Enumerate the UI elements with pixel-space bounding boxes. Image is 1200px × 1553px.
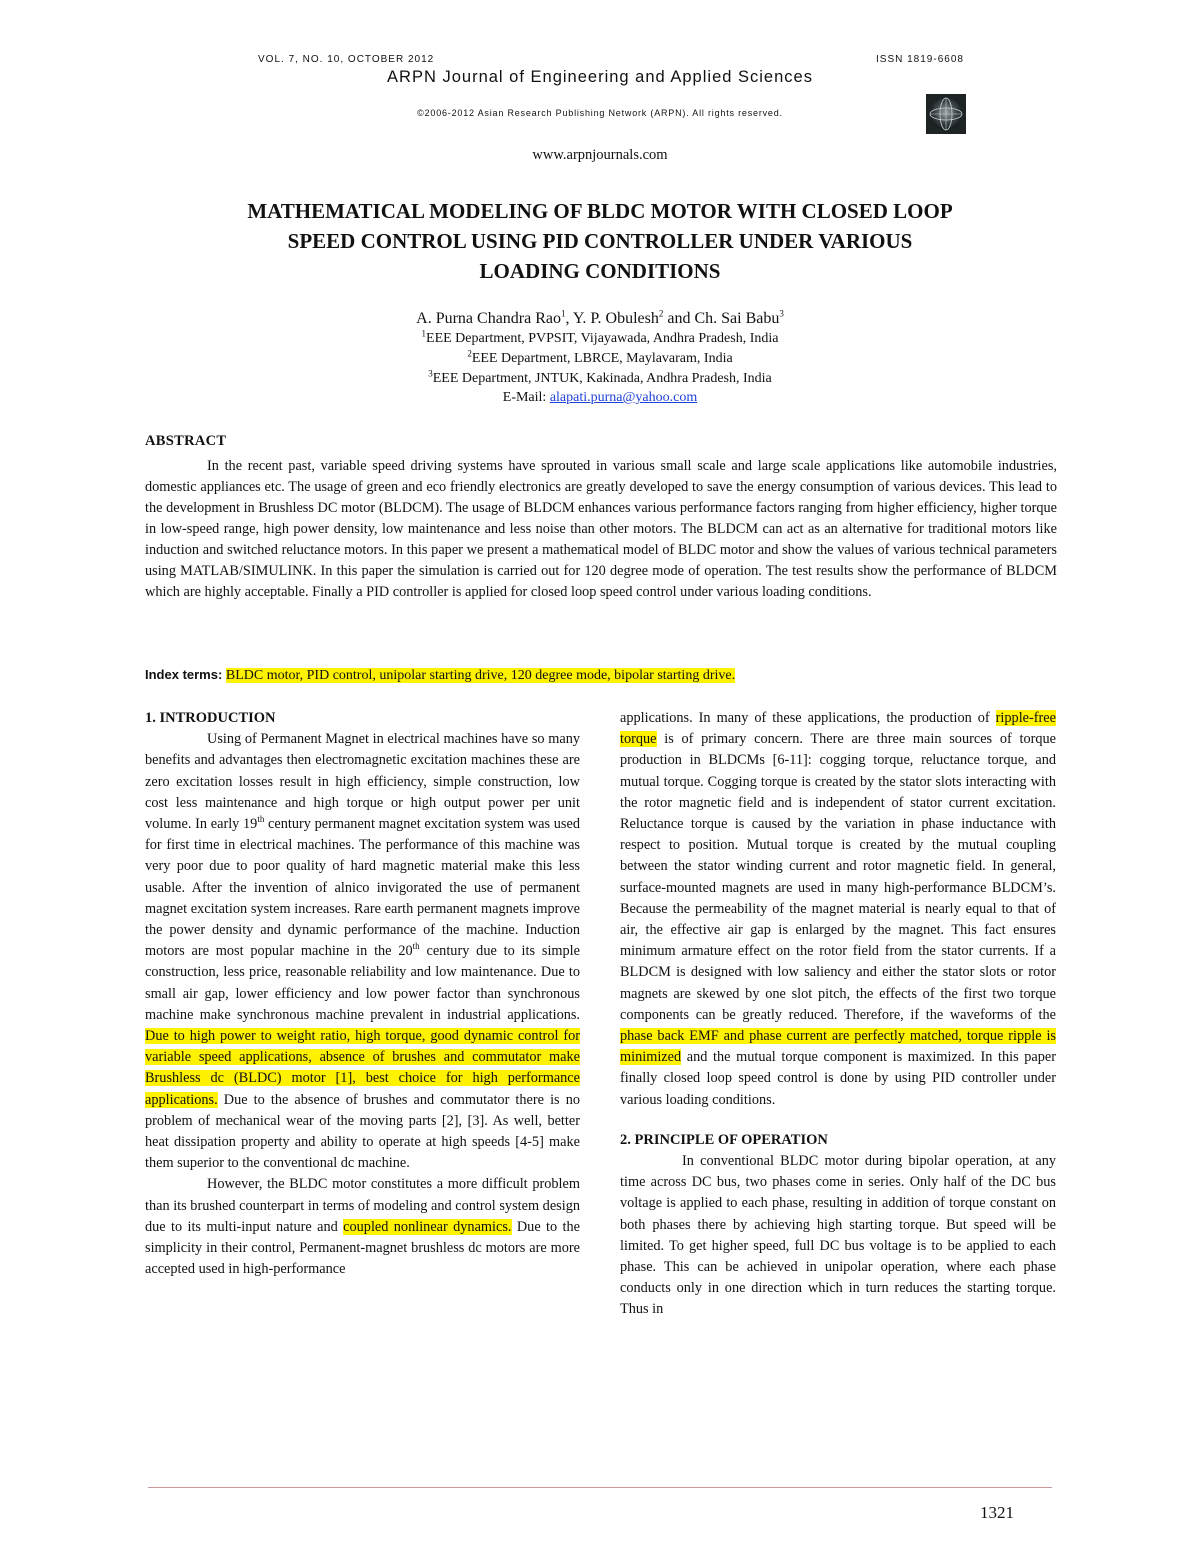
index-terms-label: Index terms: — [145, 667, 226, 682]
abstract-text: In the recent past, variable speed driving systems have sprouted in various small scale and large scale applications like automobile industries, domestic appliances etc. The usage of green and eco friendly electronics are greatly developed to save the energy consumption of various devices. This lead to the development in Brushless DC motor (BLDCM). The usage of BLDCM enhances various performance factors ranging from higher efficiency, higher torque in low-speed range, high power density, low maintenance and less noise than other motors. The BLDCM can act as an alternative for traditional motors like induction and switched reluctance motors. In this paper we present a mathematical model of BLDC motor and show the values of various technical parameters using MATLAB/SIMULINK. In this paper the simulation is carried out for 120 degree mode of operation. The test results show the performance of BLDCM which are highly acceptable. Finally a PID controller is applied for closed loop speed control under various loading conditions. — [145, 458, 1057, 600]
author-1: A. Purna Chandra Rao — [416, 310, 561, 327]
intro-paragraph-3 — [620, 708, 1056, 1111]
author-2: Y. P. Obulesh — [572, 310, 659, 327]
globe-logo-icon — [926, 94, 966, 134]
email-label: E-Mail: — [502, 390, 550, 405]
journal-issn: ISSN 1819-6608 — [876, 54, 964, 65]
affiliation-text: EEE Department, JNTUK, Kakinada, Andhra Pradesh, India — [432, 371, 772, 386]
affiliation-marker: 2 — [467, 348, 472, 359]
affiliation-marker: 3 — [428, 368, 433, 379]
author-1-affil-marker: 1 — [561, 308, 566, 319]
author-3: Ch. Sai Babu — [694, 310, 780, 327]
copyright-notice: ©2006-2012 Asian Research Publishing Network (ARPN). All rights reserved. — [417, 108, 783, 118]
text-run: Using of Permanent Magnet in electrical machines have so many benefits and advantages then electromagnetic excitation machines these are zero excitation losses result in high efficiency, simple construction, low cost less maintenance and high torque or high output power per unit volume. In early 19 — [145, 731, 580, 833]
author-separator: , — [565, 310, 573, 327]
right-column — [620, 708, 1056, 1321]
highlighted-text: phase back EMF and phase current are perfectly matched, torque ripple is minimized — [620, 1028, 1056, 1066]
abstract-heading: ABSTRACT — [145, 433, 227, 449]
index-terms-list: BLDC motor, PID control, unipolar starting drive, 120 degree mode, bipolar starting drive. — [225, 668, 736, 683]
index-terms — [145, 667, 1057, 684]
author-separator: and — [663, 310, 695, 327]
highlighted-text: ripple-free torque — [620, 710, 1056, 748]
principle-heading: 2. PRINCIPLE OF OPERATION — [620, 1131, 828, 1148]
title-line-1: MATHEMATICAL MODELING OF BLDC MOTOR WITH CLOSED LOOP — [247, 199, 953, 223]
text-run: Due to the absence of brushes and commutator there is no problem of mechanical wear of the moving parts [2], [3]. As well, better heat dissipation property and ability to operate at high speeds [4-5] make them superior to the conventional dc machine. — [145, 1091, 580, 1172]
contact-email — [0, 390, 1200, 406]
text-run: century permanent magnet excitation system was used for first time in electrical machines. The performance of this machine was very poor due to poor quality of hard magnetic material make this less usable. After the invention of alnico invigorated the use of permanent magnet excitation system increases. Rare earth permanent magnets improve the power density and dynamic performance of the machine. Induction motors are most popular machine in the 20 — [145, 816, 580, 960]
text-run: applications. In many of these applications, the production of — [620, 710, 996, 726]
journal-url[interactable]: www.arpnjournals.com — [532, 147, 668, 163]
affiliation-text: EEE Department, PVPSIT, Vijayawada, Andhra Pradesh, India — [426, 331, 779, 346]
author-2-affil-marker: 2 — [658, 308, 664, 319]
page-number: 1321 — [980, 1503, 1014, 1522]
highlighted-text: coupled nonlinear dynamics. — [343, 1218, 512, 1235]
text-run: is of primary concern. There are three main sources of torque production in BLDCMs [6-11]: cogging torque, reluctance torque, and mutual torque. Cogging torque is created by the stator slots interacting with the rotor magnetic field and is independent of stator current excitation. Reluctance torque is caused by the variation in phase inductance with respect to position. Mutual torque is created by the mutual coupling between the stator winding current and rotor magnetic field. In general, surface-mounted magnets are used in many high-performance BLDCM’s. Because the permeability of the magnet material is nearly equal to that of air, the effective air gap is enlarged by the magnet. This fact ensures minimum armature effect on the rotor field from the stator currents. If a BLDCM is designed with low saliency and either the stator slots or rotor magnets are skewed by one slot pitch, the effects of the first two torque components can be greatly reduced. Therefore, if the waveforms of the — [620, 731, 1056, 1023]
paper-title — [130, 196, 1070, 286]
section-spacer — [620, 1111, 1056, 1130]
author-3-affil-marker: 3 — [779, 308, 784, 319]
email-link[interactable]: alapati.purna@yahoo.com — [549, 390, 698, 405]
author-list — [0, 310, 1200, 328]
affiliation-text: EEE Department, LBRCE, Maylavaram, India — [471, 351, 733, 366]
affiliation-marker: 1 — [421, 328, 427, 339]
journal-volume-info: VOL. 7, NO. 10, OCTOBER 2012 — [258, 54, 435, 65]
principle-paragraph-1: In conventional BLDC motor during bipolar operation, at any time across DC bus, two phases come in series. Only half of the DC bus voltage is applied to each phase, resulting in addition of torque constant on both phases there by achieving high starting torque. But speed will be limited. To get higher speed, full DC bus voltage is to be applied to each phase. This can be achieved in unipolar operation, where each phase conducts only in one direction which in turn reduces the starting torque. Thus in — [620, 1153, 1056, 1318]
affiliation-3 — [0, 368, 1200, 387]
text-run: century due to its simple construction, less price, reasonable reliability and low maintenance. Due to small air gap, lower efficiency and low power factor than synchronous machine make synchronous machine prevalent in industrial applications. — [145, 943, 580, 1023]
footer-divider — [148, 1487, 1052, 1488]
title-line-3: LOADING CONDITIONS — [479, 259, 721, 283]
superscript: th — [257, 814, 265, 825]
title-line-2: SPEED CONTROL USING PID CONTROLLER UNDER VARIOUS — [287, 229, 913, 253]
intro-paragraph-2 — [145, 1174, 580, 1280]
journal-name: ARPN Journal of Engineering and Applied Sciences — [387, 68, 813, 86]
intro-heading: 1. INTRODUCTION — [145, 710, 276, 726]
intro-paragraph-1 — [145, 729, 580, 1174]
text-run: Due to the simplicity in their control, Permanent-magnet brushless dc motors are more accepted used in high-performance — [145, 1218, 580, 1278]
left-column — [145, 708, 580, 1280]
highlighted-text: Due to high power to weight ratio, high torque, good dynamic control for variable speed applications, absence of brushes and commutator make Brushless dc (BLDC) motor [1], best choice for high performance applications. — [145, 1028, 580, 1108]
affiliation-1 — [0, 328, 1200, 347]
text-run: and the mutual torque component is maximized. In this paper finally closed loop speed control is done by using PID controller under various loading conditions. — [620, 1049, 1056, 1108]
affiliation-2 — [0, 348, 1200, 367]
superscript: th — [412, 941, 420, 952]
text-run: However, the BLDC motor constitutes a more difficult problem than its brushed counterpart in terms of modeling and control system design due to its multi-input nature and — [145, 1176, 580, 1235]
